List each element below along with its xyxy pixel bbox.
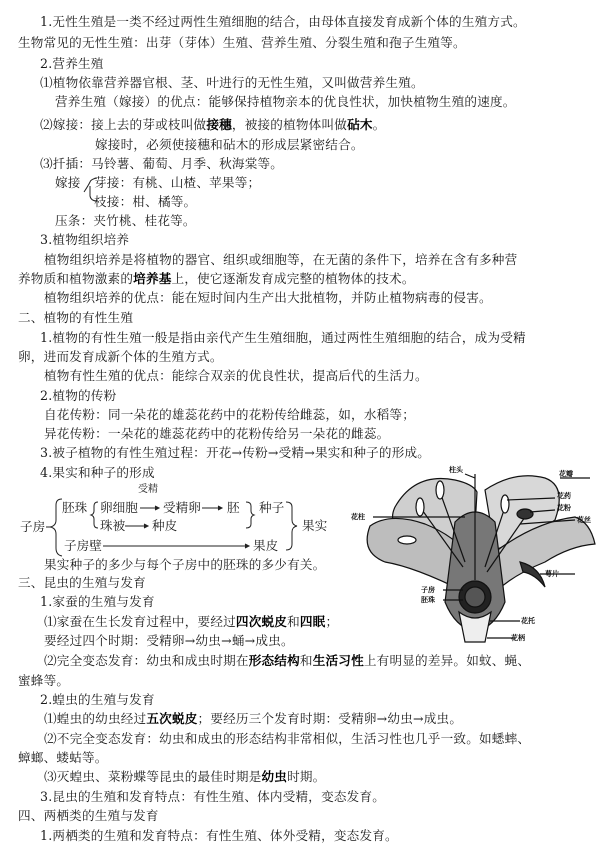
paragraph-layering: 压条：夹竹桃、桂花等。 [55, 213, 196, 228]
paragraph-bud-grafting: 芽接：有桃、山楂、苹果等； [94, 175, 261, 190]
label-flower-ovule: 胚珠 [421, 596, 435, 604]
paragraph-asexual-types: 生物常见的无性生殖：出芽（芽体）生殖、营养生殖、分裂生殖和孢子生殖等。 [18, 35, 466, 50]
heading-fruit-seed-formation: 4.果实和种子的形成 [40, 465, 155, 480]
paragraph-sexual-advantage: 植物有性生殖的优点：能综合双亲的优良性状，提高后代的生活力。 [44, 368, 428, 383]
paragraph-silkworm-molting: ⑴家蚕在生长发育过程中，要经过四次蜕皮和四眠； [44, 614, 339, 629]
term-rootstock: 砧木 [347, 117, 373, 132]
label-petal: 花瓣 [559, 470, 573, 478]
label-ovule: 胚珠 [62, 500, 88, 515]
paragraph-locust-molting: ⑴蝗虫的幼虫经过五次蜕皮；要经历三个发育时期：受精卵→幼虫→成虫。 [44, 711, 463, 726]
label-anther: 花药 [557, 492, 571, 500]
label-pericarp: 果皮 [253, 538, 279, 553]
label-pollen: 花粉 [557, 504, 571, 512]
term-culture-medium: 培养基 [133, 271, 172, 286]
label-flower-ovary: 子房 [421, 586, 435, 594]
paragraph-seed-count: 果实种子的多少与每个子房中的胚珠的多少有关。 [44, 557, 326, 572]
paragraph-grafting-note: 嫁接时，必须使接穗和砧木的形成层紧密结合。 [95, 137, 364, 152]
paragraph-branch-grafting: 枝接：柑、橘等。 [94, 194, 197, 209]
heading-amphibian-reproduction: 四、两栖类的生殖与发育 [18, 808, 159, 823]
label-integument: 珠被 [100, 518, 126, 533]
label-fertilization: 受精 [138, 484, 158, 495]
flower-structure-diagram [345, 462, 603, 652]
paragraph-vegetative-advantage: 营养生殖（嫁接）的优点：能够保持植物亲本的优良性状，加快植物生殖的速度。 [55, 94, 516, 109]
label-pedicel: 花柄 [511, 634, 525, 642]
paragraph-amphibian-features: 1.两栖类的生殖和发育特点：有性生殖、体外受精，变态发育。 [40, 828, 398, 843]
term-morphology: 形态结构 [248, 653, 300, 668]
paragraph-tissue-culture-advantage: 植物组织培养的优点：能在短时间内生产出大批植物，并防止植物病毒的侵害。 [44, 290, 492, 305]
term-four-sleeps: 四眠 [299, 614, 326, 629]
label-ovary: 子房 [20, 519, 46, 534]
label-receptacle: 花托 [521, 617, 535, 625]
paragraph-complete-metamorphosis-examples: 蜜蜂等。 [18, 673, 70, 688]
term-scion: 接穗 [206, 117, 232, 132]
term-four-molts: 四次蜕皮 [235, 614, 288, 629]
flower-illustration-icon [345, 462, 603, 652]
label-grafting: 嫁接 [55, 175, 81, 190]
paragraph-insect-features: 3.昆虫的生殖和发育特点：有性生殖、体内受精，变态发育。 [40, 789, 386, 804]
paragraph-cross-pollination: 异花传粉：一朵花的雄蕊花药中的花粉传给另一朵花的雌蕊。 [44, 426, 390, 441]
label-fruit: 果实 [302, 518, 328, 533]
heading-pollination: 2.植物的传粉 [40, 388, 117, 403]
label-zygote: 受精卵 [163, 500, 201, 515]
term-five-molts: 五次蜕皮 [146, 711, 198, 726]
paragraph-grafting-definition: ⑵嫁接：接上去的芽或枝叫做接穗，被接的植物体叫做砧木。 [40, 117, 386, 132]
term-larva: 幼虫 [261, 769, 288, 784]
paragraph-cutting: ⑶扦插：马铃薯、葡萄、月季、秋海棠等。 [40, 156, 284, 171]
paragraph-tissue-culture-2: 养物质和植物激素的培养基上，使它逐渐发育成完整的植物体的技术。 [18, 271, 415, 286]
label-style: 花柱 [351, 513, 365, 521]
paragraph-complete-metamorphosis: ⑵完全变态发育：幼虫和成虫时期在形态结构和生活习性上有明显的差异。如蚊、蝇、 [44, 653, 531, 668]
paragraph-incomplete-metamorphosis: ⑵不完全变态发育：幼虫和成虫的形态结构非常相似，生活习性也几乎一致。如蟋蟀、 [44, 731, 531, 746]
paragraph-pest-control: ⑶灭蝗虫、菜粉蝶等昆虫的最佳时期是幼虫时期。 [44, 769, 326, 784]
paragraph-tissue-culture-1: 植物组织培养是将植物的器官、组织或细胞等，在无菌的条件下，培养在含有多种营 [44, 252, 518, 267]
label-embryo: 胚 [227, 500, 240, 515]
label-stigma: 柱头 [449, 466, 463, 474]
paragraph-angiosperm-process: 3.被子植物的有性生殖过程：开花→传粉→受精→果实和种子的形成。 [40, 445, 431, 460]
paragraph-vegetative-definition: ⑴植物依靠营养器官根、茎、叶进行的无性生殖，又叫做营养生殖。 [40, 75, 424, 90]
heading-insect-reproduction: 三、昆虫的生殖与发育 [18, 575, 146, 590]
heading-locust: 2.蝗虫的生殖与发育 [40, 692, 155, 707]
paragraph-sexual-definition-1: 1.植物的有性生殖一般是指由亲代产生生殖细胞，通过两性生殖细胞的结合，成为受精 [40, 330, 526, 345]
paragraph-asexual-definition: 1.无性生殖是一类不经过两性生殖细胞的结合，由母体直接发育成新个体的生殖方式。 [40, 14, 526, 29]
heading-silkworm: 1.家蚕的生殖与发育 [40, 594, 155, 609]
term-habits: 生活习性 [312, 653, 364, 668]
label-ovary-wall: 子房壁 [64, 538, 102, 553]
heading-sexual-reproduction: 二、植物的有性生殖 [18, 310, 134, 325]
label-egg-cell: 卵细胞 [100, 500, 138, 515]
heading-tissue-culture: 3.植物组织培养 [40, 232, 130, 247]
paragraph-silkworm-stages: 要经过四个时期：受精卵→幼虫→蛹→成虫。 [44, 633, 294, 648]
paragraph-sexual-definition-2: 卵，进而发育成新个体的生殖方式。 [18, 349, 223, 364]
label-seed: 种子 [259, 500, 285, 515]
paragraph-incomplete-metamorphosis-examples: 蟑螂、蝼蛄等。 [18, 750, 108, 765]
label-sepal: 萼片 [545, 570, 559, 578]
label-filament: 花丝 [577, 516, 591, 524]
label-seed-coat: 种皮 [152, 518, 178, 533]
paragraph-self-pollination: 自花传粉：同一朵花的雄蕊花药中的花粉传给雌蕊，如，水稻等； [44, 407, 416, 422]
heading-vegetative-reproduction: 2.营养生殖 [40, 56, 104, 71]
